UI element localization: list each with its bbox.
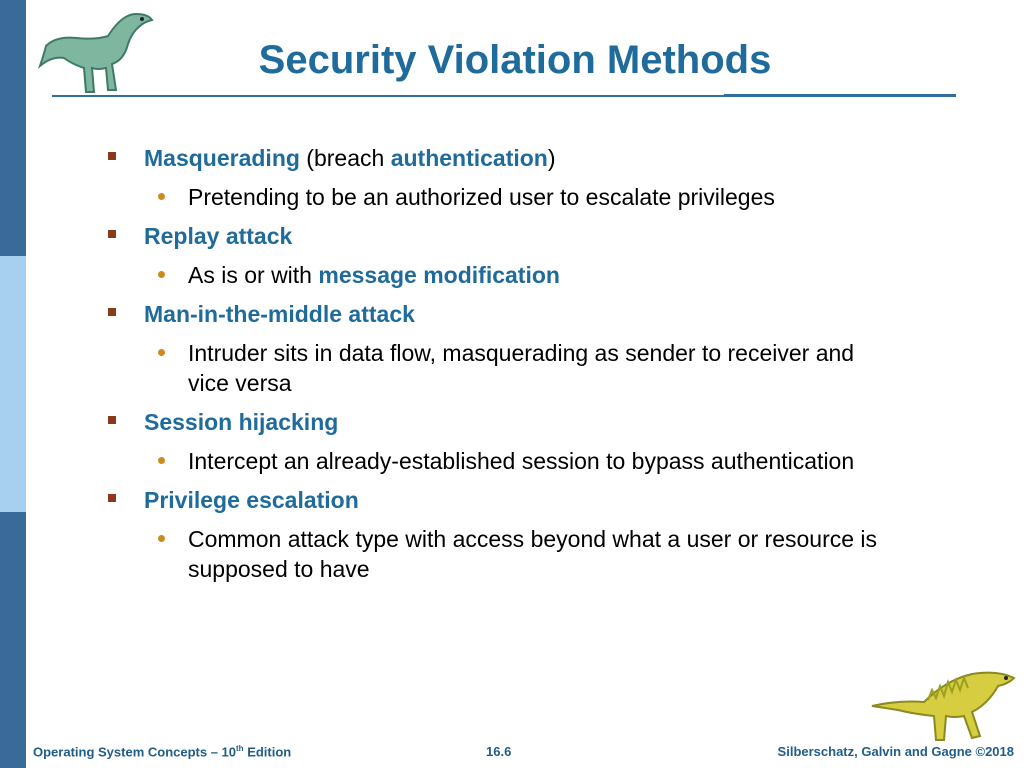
footer-page-number: 16.6: [486, 744, 512, 759]
highlighted-term: Session hijacking: [144, 409, 339, 435]
sub-bullet-item: [100, 338, 888, 398]
dinosaur-icon: [868, 660, 1018, 744]
bullet-item: [100, 299, 920, 329]
bullet-item: [100, 485, 920, 515]
left-sidebar-band: [0, 0, 26, 768]
square-bullet-icon: [108, 494, 116, 502]
dot-bullet-icon: [158, 349, 165, 356]
square-bullet-icon: [108, 152, 116, 160]
highlighted-term: authentication: [390, 145, 548, 171]
highlighted-term: message modification: [318, 262, 560, 288]
highlighted-term: Replay attack: [144, 223, 293, 249]
bullet-text: (breach: [299, 145, 391, 171]
square-bullet-icon: [108, 308, 116, 316]
footer-edition-superscript: th: [236, 744, 244, 753]
highlighted-term: Privilege escalation: [144, 487, 359, 513]
dot-bullet-icon: [158, 535, 165, 542]
square-bullet-icon: [108, 416, 116, 424]
footer-authors: Silberschatz, Galvin and Gagne ©2018: [777, 744, 1014, 759]
bullet-text: Intercept an already-established session to bypass authentication: [188, 448, 855, 474]
bullet-item: [100, 221, 920, 251]
bullet-item: [100, 143, 920, 173]
footer-book-title-text: Operating System Concepts – 10: [33, 744, 237, 760]
sub-bullet-item: [100, 446, 888, 476]
bullet-text: As is or with: [188, 262, 319, 288]
sub-bullet-item: [100, 182, 888, 212]
sidebar-dark-top: [0, 0, 26, 256]
bullet-list: [100, 134, 920, 584]
bullet-text: Pretending to be an authorized user to escalate privileges: [188, 184, 775, 210]
footer-book-title: [33, 744, 291, 759]
title-divider-accent: [724, 94, 956, 97]
slide-title: Security Violation Methods: [258, 38, 772, 82]
square-bullet-icon: [108, 230, 116, 238]
sidebar-light-middle: [0, 256, 26, 512]
footer-edition-text: Edition: [243, 744, 292, 760]
highlighted-term: Masquerading: [144, 145, 300, 171]
sub-bullet-item: [100, 524, 888, 584]
dot-bullet-icon: [158, 271, 165, 278]
sub-bullet-item: [100, 260, 888, 290]
bullet-text: Intruder sits in data flow, masquerading as sender to receiver and vice versa: [188, 340, 855, 396]
bullet-item: [100, 407, 920, 437]
bullet-text: Common attack type with access beyond what a user or resource is supposed to have: [188, 526, 878, 582]
dot-bullet-icon: [158, 193, 165, 200]
highlighted-term: Man-in-the-middle attack: [144, 301, 415, 327]
dot-bullet-icon: [158, 457, 165, 464]
bullet-text: ): [547, 145, 556, 171]
sidebar-dark-bottom: [0, 512, 26, 768]
